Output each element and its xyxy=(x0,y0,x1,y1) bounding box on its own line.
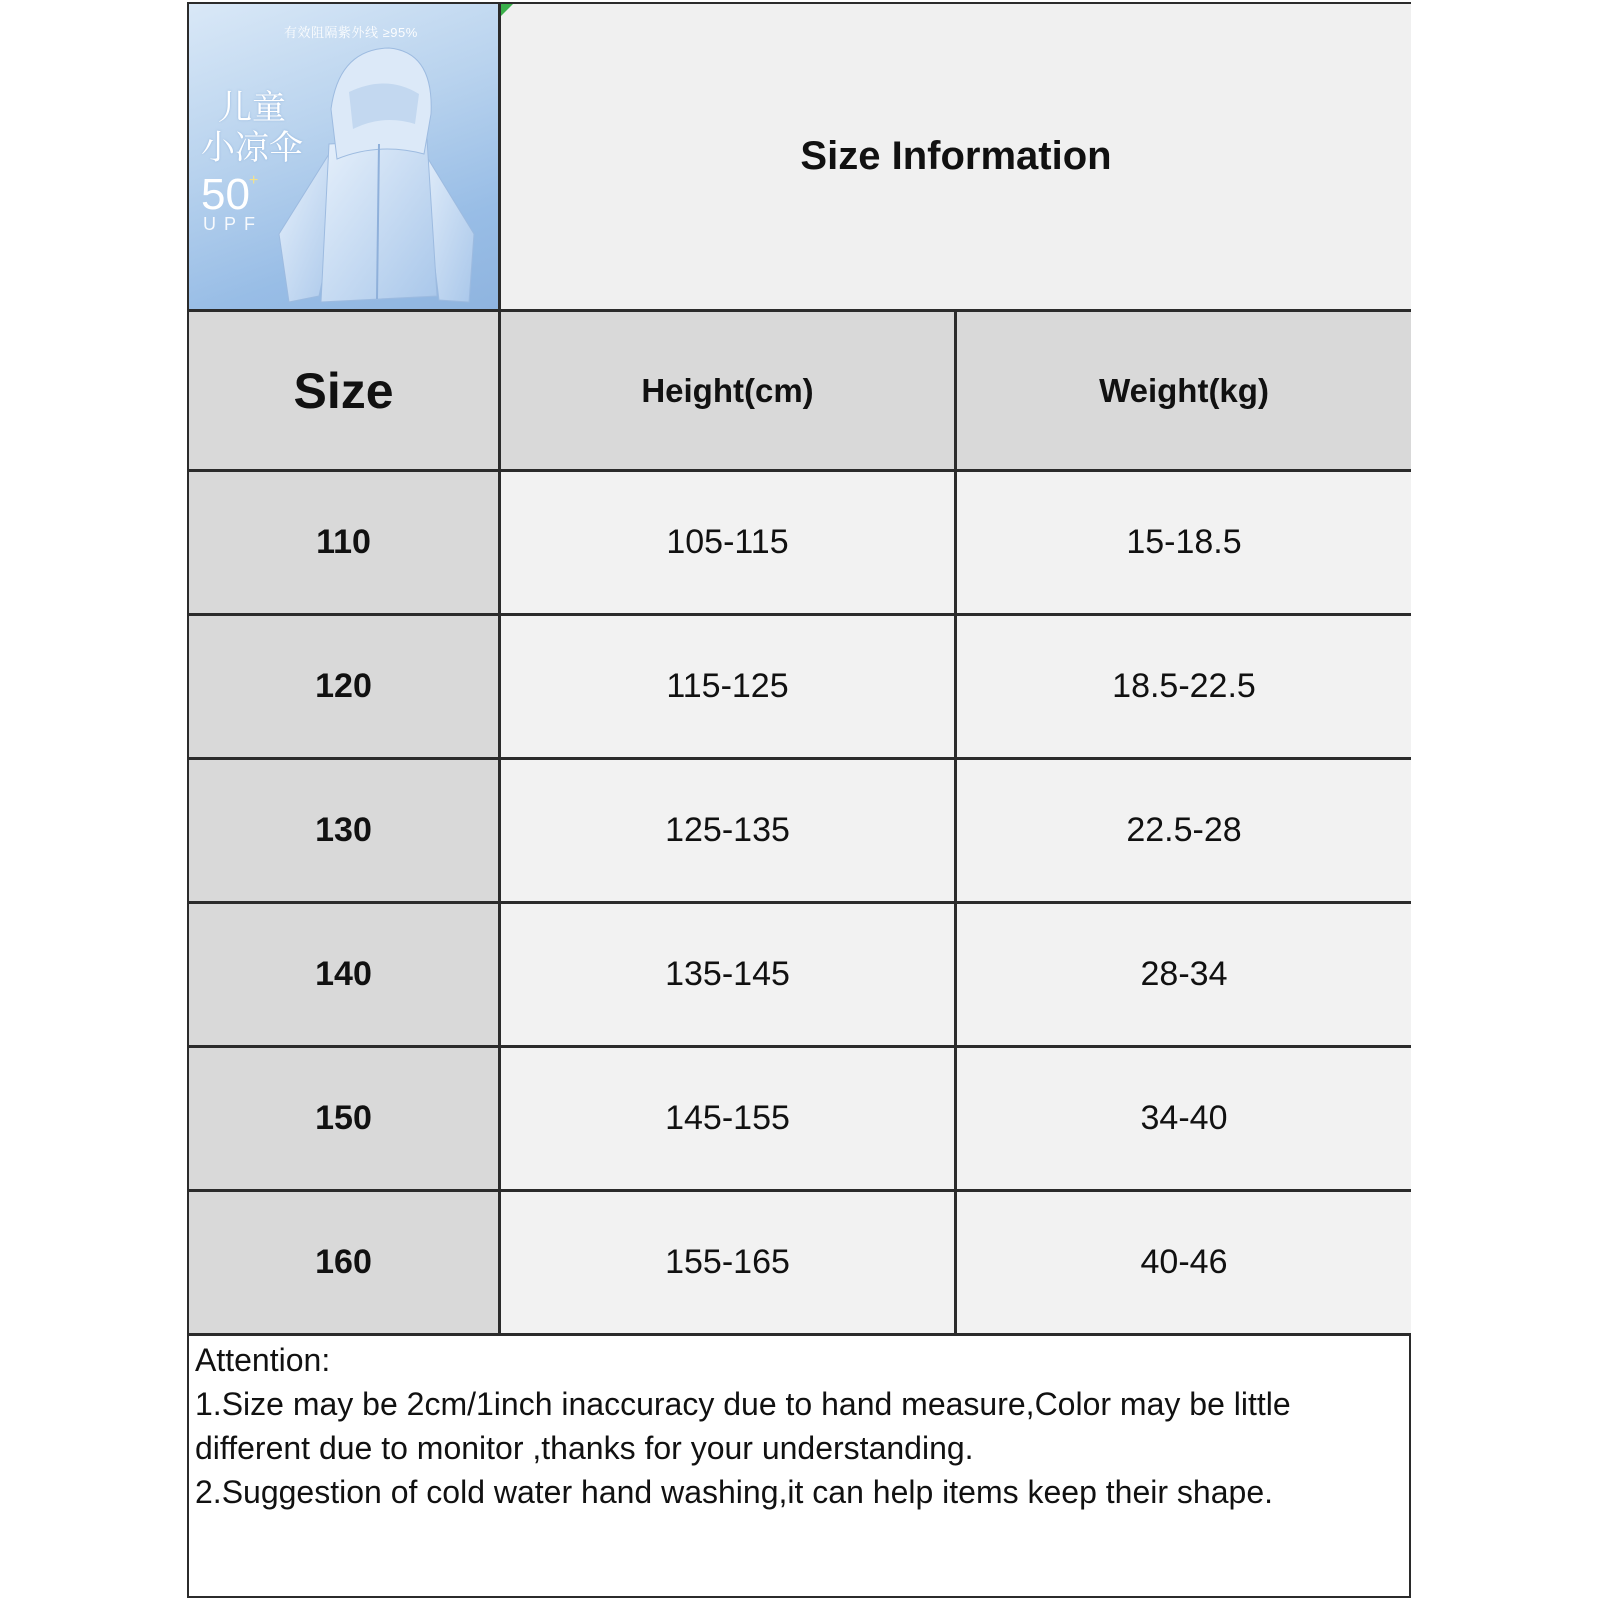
weight-cell: 15-18.5 xyxy=(957,472,1411,613)
height-cell: 105-115 xyxy=(501,472,957,613)
product-image xyxy=(189,4,501,312)
attention-notes xyxy=(195,1338,1395,1514)
corner-marker xyxy=(501,4,513,16)
upf-number: 50 xyxy=(201,170,250,219)
notes-line-3: 2.Suggestion of cold water hand washing,it can help items keep their shape. xyxy=(195,1474,1273,1510)
notes-line-1: 1.Size may be 2cm/1inch inaccuracy due to hand measure,Color may be little xyxy=(195,1386,1291,1422)
header-weight: Weight(kg) xyxy=(957,312,1411,472)
size-cell: 140 xyxy=(189,904,501,1045)
weight-cell: 28-34 xyxy=(957,904,1411,1045)
height-cell: 135-145 xyxy=(501,904,957,1045)
table-row xyxy=(189,1048,1409,1192)
weight-cell: 34-40 xyxy=(957,1048,1411,1189)
size-cell: 110 xyxy=(189,472,501,613)
upf-plus: + xyxy=(249,172,259,189)
height-cell: 115-125 xyxy=(501,616,957,757)
size-cell: 160 xyxy=(189,1192,501,1333)
notes-line-2: different due to monitor ,thanks for your understanding. xyxy=(195,1430,974,1466)
product-name-line2: 小凉伞 xyxy=(201,128,303,168)
table-row xyxy=(189,616,1409,760)
header-size: Size xyxy=(189,312,501,472)
size-cell: 150 xyxy=(189,1048,501,1189)
height-cell: 125-135 xyxy=(501,760,957,901)
upf-label: UPF xyxy=(203,214,263,234)
header-height: Height(cm) xyxy=(501,312,957,472)
height-cell: 155-165 xyxy=(501,1192,957,1333)
table-row xyxy=(189,904,1409,1048)
chart-title: Size Information xyxy=(501,4,1411,312)
size-table-body xyxy=(189,472,1409,1336)
table-row xyxy=(189,1192,1409,1336)
size-cell: 120 xyxy=(189,616,501,757)
table-row xyxy=(189,760,1409,904)
hooded-jacket-illustration xyxy=(259,34,499,312)
height-cell: 145-155 xyxy=(501,1048,957,1189)
product-name-cn xyxy=(201,88,303,168)
weight-cell: 40-46 xyxy=(957,1192,1411,1333)
size-cell: 130 xyxy=(189,760,501,901)
weight-cell: 18.5-22.5 xyxy=(957,616,1411,757)
weight-cell: 22.5-28 xyxy=(957,760,1411,901)
uv-protection-text: 有效阻隔紫外线 ≥95% xyxy=(284,25,418,40)
product-name-line1: 儿童 xyxy=(218,88,286,128)
notes-heading: Attention: xyxy=(195,1342,331,1378)
size-chart xyxy=(187,2,1411,1598)
table-row xyxy=(189,472,1409,616)
